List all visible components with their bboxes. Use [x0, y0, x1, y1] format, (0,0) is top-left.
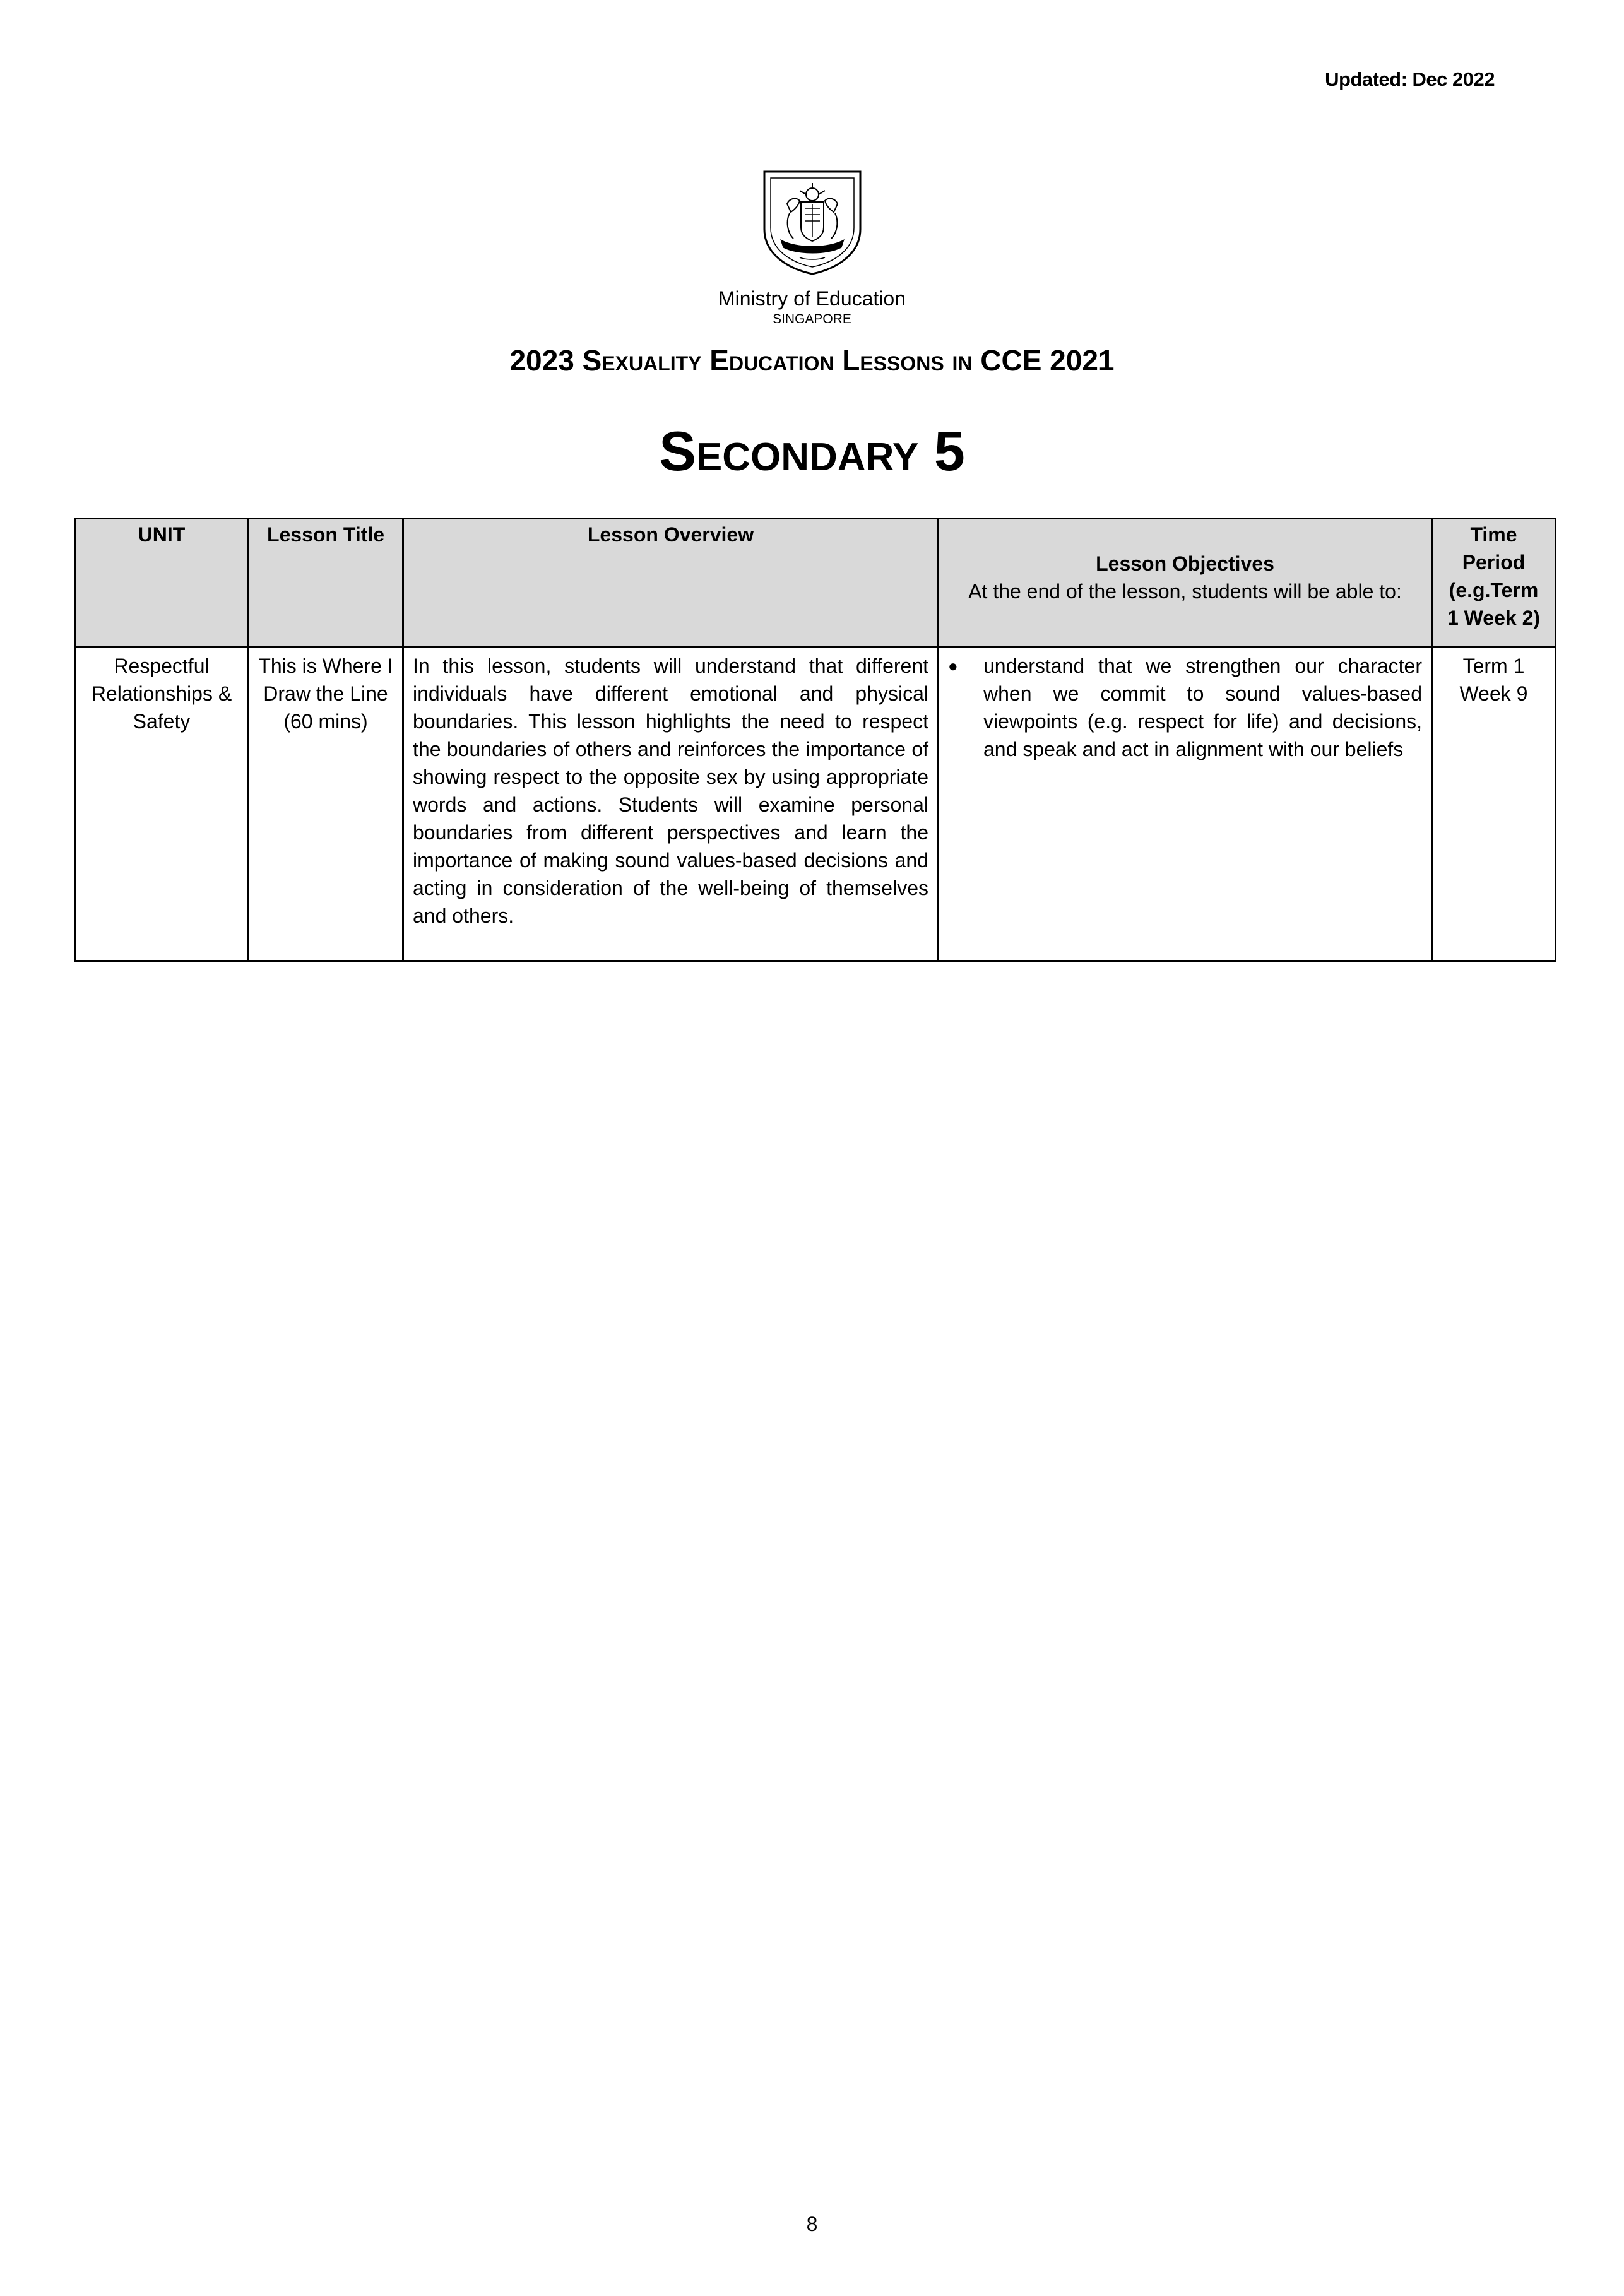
lesson-title: This is Where I Draw the Line: [258, 654, 393, 705]
moe-crest-icon: [762, 169, 863, 276]
column-header-unit: UNIT: [75, 519, 249, 648]
unit-cell: Respectful Relationships & Safety: [75, 648, 249, 961]
table-header-row: [75, 519, 1556, 648]
lesson-objectives-cell: [939, 648, 1432, 961]
list-item: [948, 652, 1422, 763]
objectives-list: [948, 652, 1422, 763]
time-period-label: Time Period: [1462, 523, 1526, 574]
table-row: [75, 648, 1556, 961]
lesson-objectives-title: Lesson Objectives: [1096, 552, 1274, 575]
document-title: 2023 Sexuality Education Lessons in CCE 2021: [509, 344, 1115, 377]
lesson-overview-cell: In this lesson, students will understand that different individuals have different emotional and physical boundaries. This lesson highlights the need to respect the boundaries of others and reinforces the importance of showing respect to the opposite sex by using appropriate words and actions. Students will examine personal boundaries from different perspectives and learn the importance of making sound values-based decisions and acting in consideration of the well-being of themselves and others.: [403, 648, 939, 961]
lesson-duration: (60 mins): [283, 710, 368, 733]
page-number: 8: [806, 2213, 818, 2235]
updated-date: Updated: Dec 2022: [1325, 68, 1495, 90]
ministry-country: SINGAPORE: [773, 312, 851, 326]
level-title: Secondary 5: [659, 420, 965, 482]
lessons-table: [74, 518, 1556, 962]
column-header-time-period: [1432, 519, 1556, 648]
time-period-cell: Term 1 Week 9: [1432, 648, 1556, 961]
time-period-example: (e.g.Term 1 Week 2): [1447, 579, 1541, 629]
lesson-title-cell: [249, 648, 403, 961]
column-header-lesson-title: Lesson Title: [249, 519, 403, 648]
column-header-lesson-objectives: [939, 519, 1432, 648]
lesson-objectives-subtitle: At the end of the lesson, students will be able to:: [968, 580, 1402, 603]
objective-text: understand that we strengthen our character when we commit to sound values-based viewpoints (e.g. respect for life) and decisions, and speak and act in alignment with our beliefs: [983, 654, 1422, 760]
column-header-lesson-overview: Lesson Overview: [403, 519, 939, 648]
ministry-name: Ministry of Education: [718, 287, 906, 310]
bullet-icon: ●: [948, 656, 958, 675]
